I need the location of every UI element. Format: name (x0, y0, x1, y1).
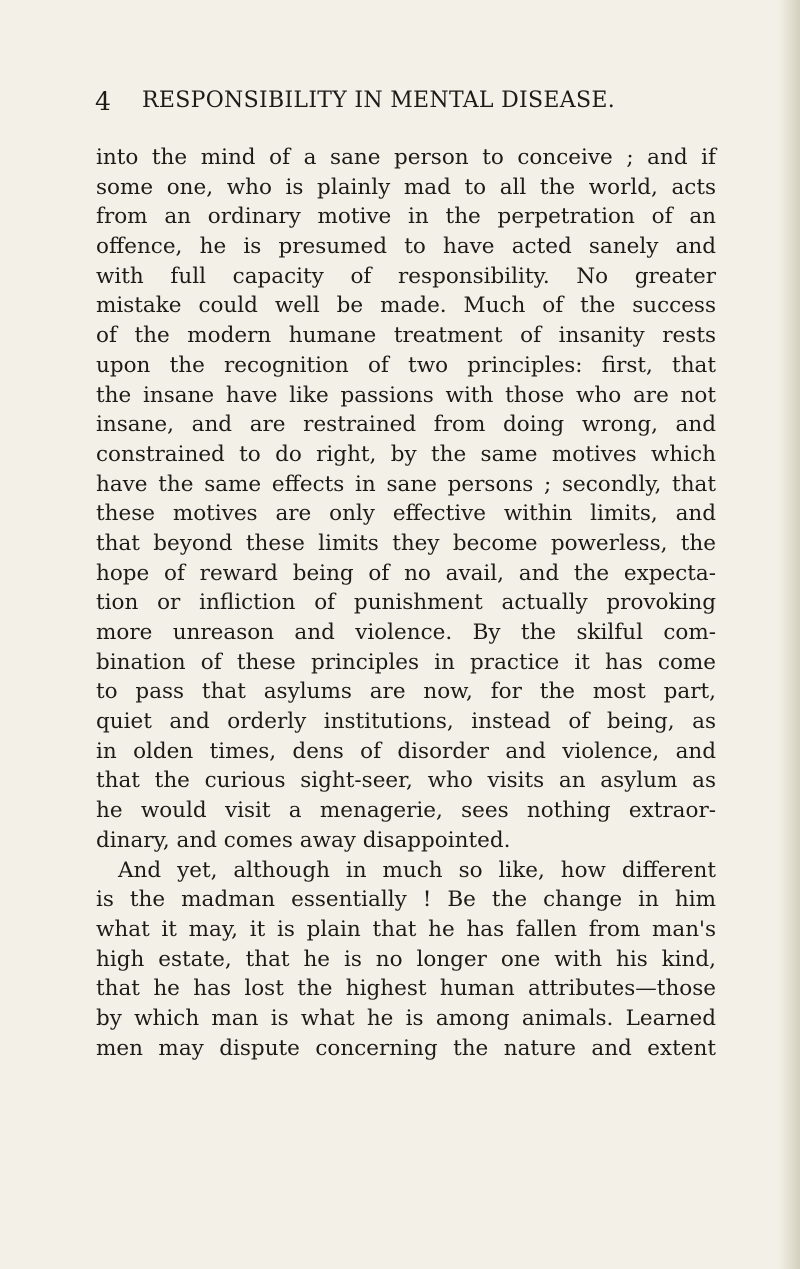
text-line: more unreason and violence. By the skilful com- (96, 620, 716, 645)
text-line: these motives are only effective within limits, and (96, 501, 716, 527)
text-line: hope of reward being of no avail, and the expecta- (96, 560, 716, 586)
page-header (95, 86, 735, 116)
text-line: that the curious sight-seer, who visits an asylum as (96, 768, 716, 794)
text-line: insane, and are restrained from doing wrong, and (96, 412, 716, 438)
text-line: the insane have like passions with those who are not (96, 382, 716, 408)
page-number: 4 (95, 87, 111, 116)
text-line: from an ordinary motive in the perpetration of an (96, 204, 716, 230)
text-line: upon the recognition of two principles: first, that (96, 352, 716, 378)
text-line: quiet and orderly institutions, instead of being, as (96, 709, 716, 735)
paragraph-end-line: dinary, and comes away disappointed. (96, 827, 511, 853)
text-line: he would visit a menagerie, sees nothing extraor- (96, 798, 716, 824)
text-line: tion or infliction of punishment actually provoking (96, 590, 716, 616)
text-line: what it may, it is plain that he has fallen from man's (96, 916, 716, 942)
running-title: RESPONSIBILITY IN MENTAL DISEASE. (142, 88, 615, 113)
text-line: high estate, that he is no longer one with his kind, (96, 946, 716, 972)
text-line: constrained to do right, by the same motives which (96, 441, 716, 467)
text-line: is the madman essentially ! Be the change in him (96, 887, 716, 913)
page-edge-shadow (778, 0, 800, 1269)
text-line: men may dispute concerning the nature and extent (96, 1035, 716, 1061)
text-line: mistake could well be made. Much of the success (96, 293, 716, 319)
text-line: of the modern humane treatment of insanity rests (96, 323, 716, 349)
text-line: bination of these principles in practice it has come (96, 649, 716, 675)
text-line: offence, he is presumed to have acted sanely and (96, 234, 716, 260)
paragraph-start-line: And yet, although in much so like, how different (118, 857, 716, 883)
text-line: into the mind of a sane person to conceive ; and if (96, 145, 716, 170)
text-line: that beyond these limits they become powerless, the (96, 530, 716, 556)
text-line: some one, who is plainly mad to all the world, acts (96, 174, 716, 200)
text-line: have the same effects in sane persons ; secondly, that (96, 471, 716, 497)
body-text (96, 143, 716, 1063)
text-line: with full capacity of responsibility. No greater (96, 263, 716, 289)
text-line: that he has lost the highest human attributes—those (96, 976, 716, 1002)
text-line: to pass that asylums are now, for the most part, (96, 679, 716, 705)
text-line: in olden times, dens of disorder and violence, and (96, 738, 716, 764)
text-line: by which man is what he is among animals. Learned (96, 1005, 716, 1031)
